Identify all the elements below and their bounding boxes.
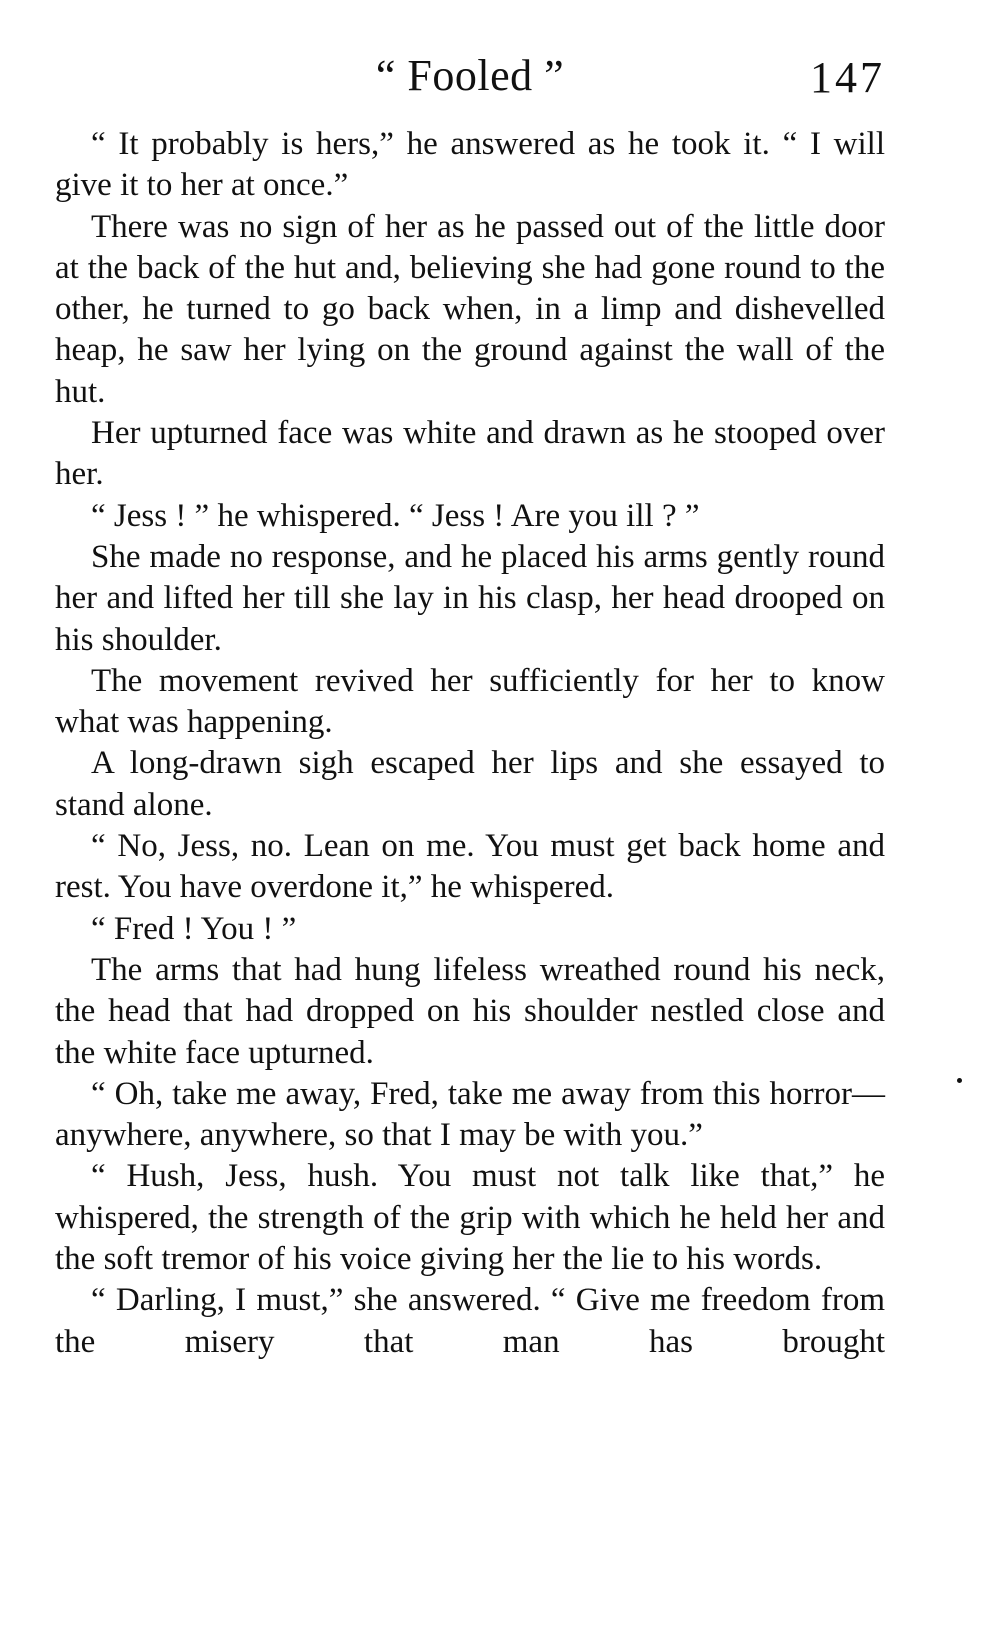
body-text bbox=[55, 124, 885, 1363]
paragraph: “ No, Jess, no. Lean on me. You must get back home and rest. You have overdone it,” he whispered. bbox=[55, 828, 885, 906]
paragraph: The arms that had hung lifeless wreathed round his neck, the head that had dropped on his shoulder nestled close and the white face upturned. bbox=[55, 951, 885, 1071]
page-header bbox=[55, 40, 885, 124]
margin-speck bbox=[957, 1078, 962, 1083]
paragraph: “ Hush, Jess, hush. You must not talk like that,” he whispered, the strength of the grip with which he held her and the soft tremor of his voice giving her the lie to his words. bbox=[55, 1158, 885, 1278]
paragraph: She made no response, and he placed his arms gently round her and lifted her till she lay in his clasp, her head drooped on his shoulder. bbox=[55, 538, 885, 658]
book-page bbox=[55, 40, 885, 1363]
paragraph: “ Fred ! You ! ” bbox=[91, 910, 297, 947]
paragraph: “ Oh, take me away, Fred, take me away from this horror—anywhere, anywhere, so that I may be with you.” bbox=[55, 1075, 885, 1154]
paragraph: Her upturned face was white and drawn as he stooped over her. bbox=[55, 415, 885, 493]
paragraph: There was no sign of her as he passed out of the little door at the back of the hut and, believing she had gone round to the other, he turned to go back when, in a limp and dishevelled heap, he saw her lying on the ground against the wall of the hut. bbox=[55, 208, 885, 410]
paragraph: The movement revived her sufficiently for her to know what was happening. bbox=[55, 662, 885, 741]
paragraph: “ It probably is hers,” he answered as he took it. “ I will give it to her at once.” bbox=[55, 126, 885, 204]
paragraph: “ Darling, I must,” she answered. “ Give me freedom from the misery that man has brought bbox=[55, 1282, 885, 1360]
paragraph: A long-drawn sigh escaped her lips and she essayed to stand alone. bbox=[55, 745, 885, 823]
page-number: 147 bbox=[810, 53, 885, 102]
running-title: “ Fooled ” bbox=[375, 51, 565, 100]
paragraph: “ Jess ! ” he whispered. “ Jess ! Are you ill ? ” bbox=[91, 497, 700, 534]
